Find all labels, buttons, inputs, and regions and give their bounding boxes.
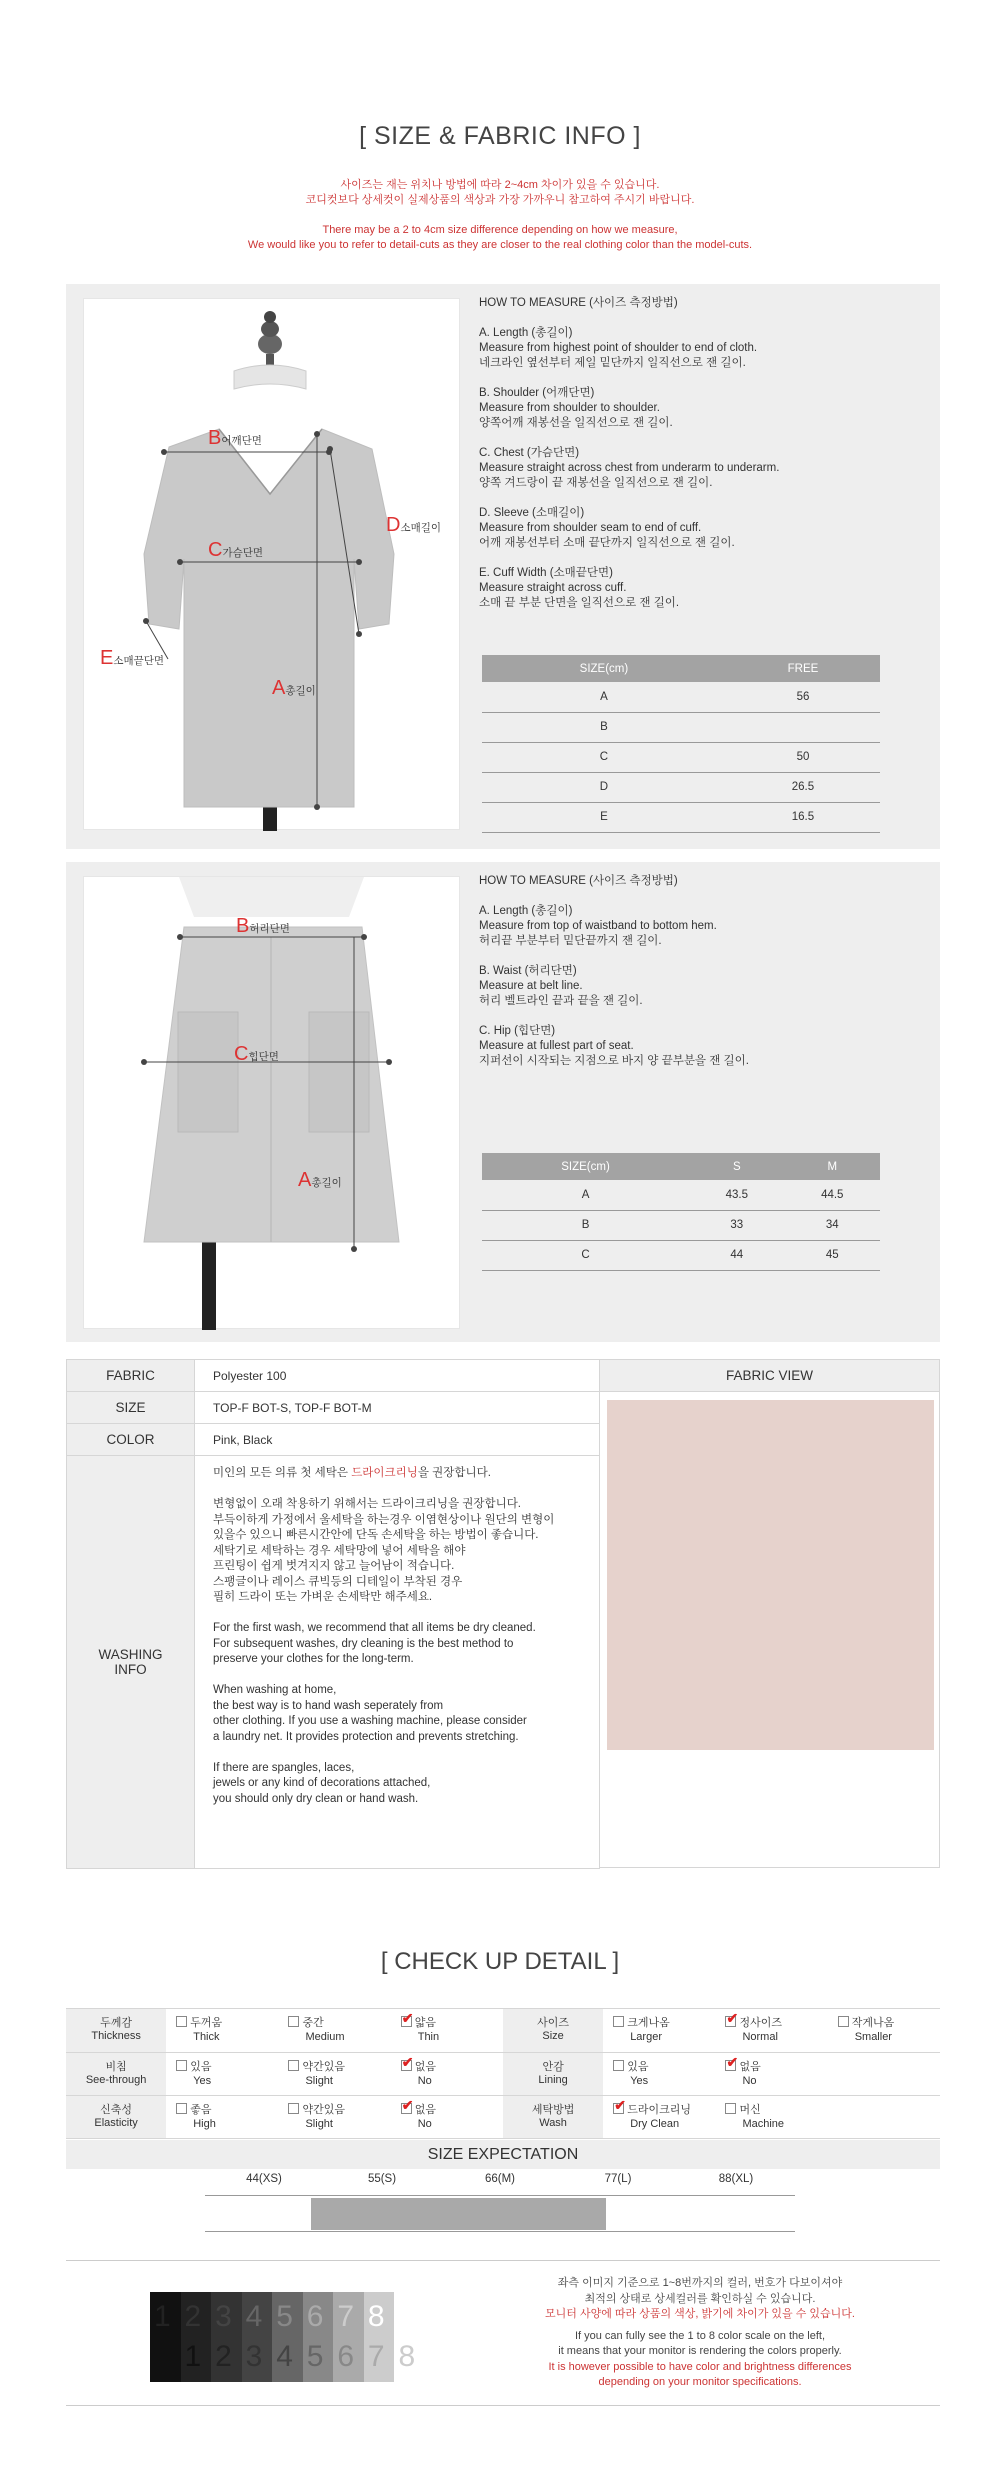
color-scale-digit: 7 [337, 2300, 355, 2333]
checkup-grid [66, 2008, 940, 2139]
color-scale-digit: 8 [367, 2300, 385, 2333]
checkup-title: [ CHECK UP DETAIL ] [380, 1948, 620, 1975]
fabric-value: Polyester 100 [195, 1360, 600, 1392]
size-expectation-scale [205, 2173, 795, 2233]
checkup-key: 신축성 Elasticity [66, 2095, 166, 2138]
checkbox-icon[interactable] [613, 2103, 624, 2114]
fabric-view-title: FABRIC VIEW [600, 1360, 939, 1392]
checkup-option[interactable]: 있음 Yes [603, 2052, 715, 2095]
label-top-e: E소매끝단면 [100, 647, 165, 669]
skirt-size-table: SIZE(cm) S M A 43.5 44.5 B 33 34 C 44 45 [482, 1153, 880, 1271]
size-expectation-bar [311, 2198, 606, 2230]
color-scale-digit: 2 [215, 2340, 232, 2373]
checkup-row [66, 2009, 940, 2052]
table-row: A 56 [482, 682, 880, 712]
color-scale-digit: 4 [245, 2300, 263, 2333]
checkbox-icon[interactable] [288, 2103, 299, 2114]
checkup-key: 세탁방법 Wash [503, 2095, 603, 2138]
page-title: [ SIZE & FABRIC INFO ] [359, 122, 641, 150]
how-to-title: HOW TO MEASURE (사이즈 측정방법) [479, 297, 678, 309]
checkup-option[interactable]: ✔정사이즈 Normal [715, 2009, 827, 2052]
table-row: B [482, 712, 880, 742]
top-size-table: SIZE(cm) FREE A 56 B C 50 D 26.5 E 16.5 [482, 655, 880, 833]
fabric-info-table: FABRIC Polyester 100 SIZE TOP-F BOT-S, TOP-F BOT-M COLOR Pink, Black WASHING INFO 미인의 모든 의류 첫 세탁은 드라이크리닝을 권장합니다. 변형없이 오래 착용하기 위해서는 드라이크리닝을 권장합니다. 부득이하게 가정에서 울세탁을 하는경우 이염현상이나 원단의 변형이 있을수 있으니 빠른시간안에 단독 손세탁을 하는 방법이 좋습니다. 세탁기로 세탁하는 경우 세탁망에 넣어 세탁을 해야 프린팅이 쉽게 벗겨지지 않고 늘어남이 적습니다. 스팽글이나 레이스 큐빅등의 디테일이 부착된 경우 필히 드라이 또는 가벼운 손세탁만 해주세요. For the first wash, we recommend that all items be dry cleaned. For subsequent washes, dry cleaning is the best method to preserve your clothes for the long-term. When washing at home, the best way is to hand wash seperately from other clothing. If you use a washing machine, please consider a laundry net. It provides protection and prevents stretching. If there are spangles, laces, jewels or any kind of decorations attached, you should only dry clean or hand wash. [66, 1359, 600, 1869]
skirt-measure-image [83, 876, 460, 1329]
color-scale-digit: 2 [184, 2300, 202, 2333]
label-top-a: A총길이 [272, 677, 316, 699]
fabric-view-box [600, 1359, 940, 1868]
color-scale-digit: 6 [306, 2300, 324, 2333]
notice-en-1: There may be a 2 to 4cm size difference depending on how we measure, [322, 224, 678, 236]
measure-item: D. Sleeve (소매길이) Measure from shoulder seam to end of cuff. 어깨 재봉선부터 소매 끝단까지 일직선으로 잰 길이. [479, 507, 735, 549]
color-scale-digit: 1 [184, 2340, 202, 2373]
monitor-notice: 좌측 이미지 기준으로 1~8번까지의 컬러, 번호가 다보이셔야 최적의 상태로 상세컬러를 확인하실 수 있습니다. 모니터 사양에 따라 상품의 색상, 밝기에 차이가 있을 수 있습니다. If you can fully see the 1 to 8 color scale on the left, it means that your monitor is rendering the colors properly. It is however possible to have color and brightness differences depending on your monitor specifications. [545, 2277, 855, 2388]
checkbox-icon[interactable] [288, 2060, 299, 2071]
color-scale-digit: 5 [276, 2300, 293, 2333]
color-scale-digit: 4 [276, 2340, 293, 2373]
top-measure-image [83, 298, 460, 830]
color-scale-digit: 7 [367, 2340, 385, 2373]
checkbox-icon[interactable] [613, 2016, 624, 2027]
measure-item: E. Cuff Width (소매끝단면) Measure straight across cuff. 소매 끝 부분 단면을 일직선으로 잰 길이. [479, 567, 680, 609]
top-how-to-measure [479, 296, 919, 626]
measure-item: A. Length (총길이) Measure from top of waistband to bottom hem. 허리끝 부분부터 밑단끝까지 잰 길이. [479, 905, 717, 947]
checkup-option[interactable]: ✔없음 No [391, 2052, 503, 2095]
checkbox-icon[interactable] [288, 2016, 299, 2027]
table-row: D 26.5 [482, 772, 880, 802]
size-expectation-label: 66(M) [484, 2173, 516, 2185]
checkup-option[interactable]: ✔없음 No [391, 2095, 503, 2138]
checkup-option[interactable]: 머신 Machine [715, 2095, 827, 2138]
checkup-key: 사이즈 Size [503, 2009, 603, 2052]
table-row: E 16.5 [482, 802, 880, 832]
checkup-key: 안감 Lining [503, 2052, 603, 2095]
measure-item: C. Hip (힙단면) Measure at fullest part of seat. 지퍼선이 시작되는 지점으로 바지 양 끝부분을 잰 길이. [479, 1025, 749, 1067]
monitor-color-scale [150, 2292, 425, 2382]
checkbox-icon[interactable] [176, 2016, 187, 2027]
notice-kr-1: 사이즈는 재는 위치나 방법에 따라 2~4cm 차이가 있을 수 있습니다. [340, 179, 660, 191]
size-expectation-label: 44(XS) [246, 2173, 282, 2185]
checkup-row [66, 2095, 940, 2138]
table-row: C 44 45 [482, 1240, 880, 1270]
label-top-b: B어깨단면 [208, 427, 262, 449]
measure-item: B. Shoulder (어깨단면) Measure from shoulder to shoulder. 양쪽어깨 재봉선을 일직선으로 잰 길이. [479, 387, 673, 429]
checkup-key: 두께감 Thickness [66, 2009, 166, 2052]
checkbox-icon[interactable] [176, 2060, 187, 2071]
checkup-row [66, 2052, 940, 2095]
color-scale-digit: 3 [245, 2340, 263, 2373]
blouse-illustration [84, 299, 461, 831]
how-to-title: HOW TO MEASURE (사이즈 측정방법) [479, 875, 678, 887]
skirt-illustration [84, 877, 461, 1330]
color-scale-digit: 6 [337, 2340, 355, 2373]
table-row: C 50 [482, 742, 880, 772]
checkup-option[interactable]: ✔드라이크리닝 Dry Clean [603, 2095, 715, 2138]
checkbox-icon[interactable] [725, 2016, 736, 2027]
washing-info-text: 미인의 모든 의류 첫 세탁은 드라이크리닝을 권장합니다. 변형없이 오래 착용하기 위해서는 드라이크리닝을 권장합니다. 부득이하게 가정에서 울세탁을 하는경우 이염현상이나 원단의 변형이 있을수 있으니 빠른시간안에 단독 손세탁을 하는 방법이 좋습니다. 세탁기로 세탁하는 경우 세탁망에 넣어 세탁을 해야 프린팅이 쉽게 벗겨지지 않고 늘어남이 적습니다. 스팽글이나 레이스 큐빅등의 디테일이 부착된 경우 필히 드라이 또는 가벼운 손세탁만 해주세요. For the first wash, we recommend that all items be dry cleaned. For subsequent washes, dry cleaning is the best method to preserve your clothes for the long-term. When washing at home, the best way is to hand wash seperately from other clothing. If you use a washing machine, please consider a laundry net. It provides protection and prevents stretching. If there are spangles, laces, jewels or any kind of decorations attached, you should only dry clean or hand wash. [213, 1467, 555, 1805]
size-expectation-label: 88(XL) [718, 2173, 754, 2185]
checkup-option[interactable]: 중간 Medium [278, 2009, 390, 2052]
checkup-option[interactable]: ✔얇음 Thin [391, 2009, 503, 2052]
checkup-option[interactable]: 두꺼움 Thick [166, 2009, 278, 2052]
washing-info-label: WASHING INFO [67, 1456, 195, 1869]
size-value: TOP-F BOT-S, TOP-F BOT-M [195, 1392, 600, 1424]
checkbox-icon[interactable] [176, 2103, 187, 2114]
skirt-size-panel [66, 862, 940, 1342]
size-expectation-title: SIZE EXPECTATION [66, 2140, 940, 2169]
size-expectation-label: 77(L) [604, 2173, 632, 2185]
label-skirt-c: C힙단면 [234, 1043, 279, 1065]
color-scale-digit: 3 [215, 2300, 232, 2333]
label-top-d: D소매길이 [386, 514, 442, 536]
color-scale-digit: 8 [398, 2340, 416, 2373]
checkbox-icon[interactable] [725, 2103, 736, 2114]
measure-item: C. Chest (가슴단면) Measure straight across chest from underarm to underarm. 양쪽 겨드랑이 끝 재봉선을 일직선으로 잰 길이. [479, 447, 780, 489]
color-scale-digit: 5 [306, 2340, 324, 2373]
label-skirt-b: B허리단면 [236, 915, 290, 937]
checkbox-icon[interactable] [838, 2016, 849, 2027]
checkbox-icon[interactable] [725, 2060, 736, 2071]
fabric-swatch [607, 1400, 934, 1750]
size-expectation-label: 55(S) [367, 2173, 397, 2185]
color-value: Pink, Black [195, 1424, 600, 1456]
skirt-how-to-measure [479, 874, 919, 1084]
checkbox-icon[interactable] [401, 2060, 412, 2071]
measure-item: B. Waist (허리단면) Measure at belt line. 허리 벨트라인 끝과 끝을 잰 길이. [479, 965, 643, 1007]
checkbox-icon[interactable] [613, 2060, 624, 2071]
checkup-option[interactable]: 크게나옴 Larger [603, 2009, 715, 2052]
table-row: B 33 34 [482, 1210, 880, 1240]
checkup-option[interactable]: 있음 Yes [166, 2052, 278, 2095]
checkup-option[interactable]: ✔없음 No [715, 2052, 827, 2095]
label-skirt-a: A총길이 [298, 1169, 342, 1191]
checkup-option[interactable]: 약간있음 Slight [278, 2052, 390, 2095]
checkbox-icon[interactable] [401, 2016, 412, 2027]
table-row: A 43.5 44.5 [482, 1180, 880, 1210]
top-size-panel [66, 284, 940, 849]
measure-item: A. Length (총길이) Measure from highest point of shoulder to end of cloth. 네크라인 옆선부터 제일 밑단까지 일직선으로 잰 길이. [479, 327, 758, 369]
color-scale-digit: 1 [154, 2300, 171, 2333]
checkbox-icon[interactable] [401, 2103, 412, 2114]
label-top-c: C가슴단면 [208, 539, 264, 561]
checkup-key: 비침 See-through [66, 2052, 166, 2095]
notice-en-2: We would like you to refer to detail-cuts as they are closer to the real clothing color than the model-cuts. [247, 239, 753, 251]
checkup-option[interactable]: 약간있음 Slight [278, 2095, 390, 2138]
checkup-option[interactable]: 좋음 High [166, 2095, 278, 2138]
checkup-option[interactable]: 작게나옴 Smaller [828, 2009, 940, 2052]
notice-kr-2: 코디컷보다 상세컷이 실제상품의 색상과 가장 가까우니 참고하여 주시기 바랍니다. [305, 194, 695, 206]
